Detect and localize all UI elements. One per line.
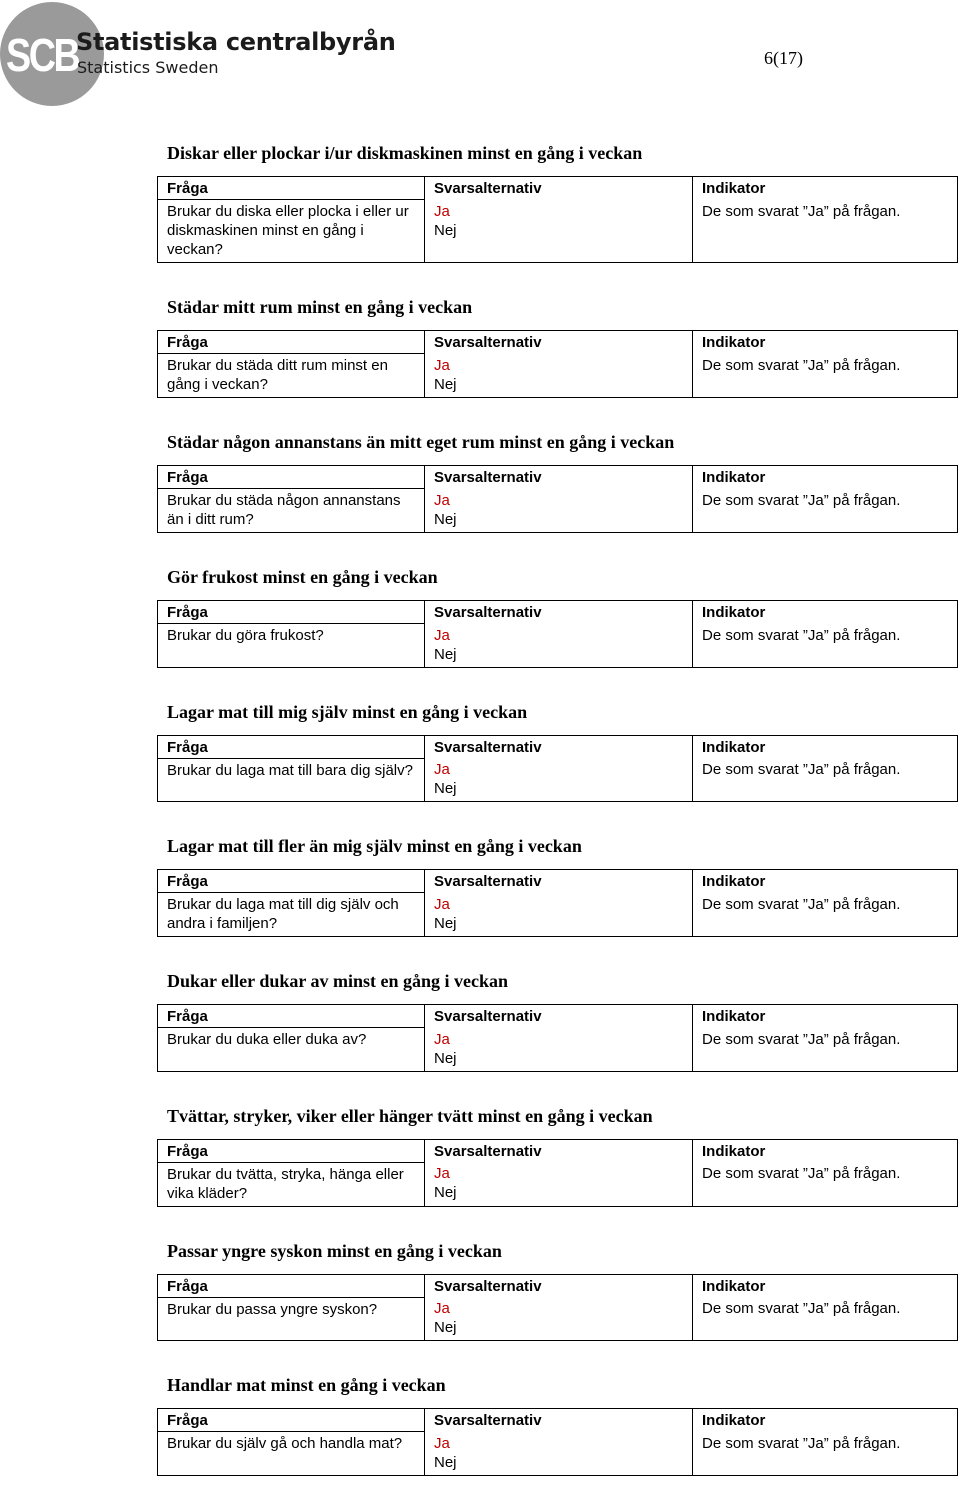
- question-table: [157, 1408, 958, 1476]
- section-title: Lagar mat till mig själv minst en gång i veckan: [167, 701, 528, 722]
- column-header-indicator: Indikator: [693, 870, 958, 893]
- column-header-question: Fråga: [158, 1139, 425, 1162]
- column-header-question: Fråga: [158, 177, 425, 200]
- question-text: Brukar du passa yngre syskon?: [158, 1297, 425, 1341]
- table-header-row: [158, 177, 958, 200]
- question-table: [157, 465, 958, 533]
- answer-options: [425, 624, 693, 668]
- option-no: Nej: [434, 375, 457, 393]
- option-yes: Ja: [434, 356, 450, 374]
- section-title: Gör frukost minst en gång i veckan: [167, 567, 438, 587]
- column-header-indicator: Indikator: [693, 177, 958, 200]
- scb-logo: [0, 2, 420, 106]
- section-title: Handlar mat minst en gång i veckan: [167, 1375, 446, 1395]
- section-title: Lagar mat till fler än mig själv minst en gång i veckan: [167, 836, 582, 856]
- option-yes: Ja: [434, 1030, 450, 1048]
- column-header-question: Fråga: [158, 331, 425, 354]
- answer-options: [425, 489, 693, 533]
- column-header-question: Fråga: [158, 735, 425, 758]
- section-title: Dukar eller dukar av minst en gång i veckan: [167, 971, 509, 991]
- answer-options: [425, 354, 693, 398]
- column-header-options: Svarsalternativ: [425, 177, 693, 200]
- answer-options: [425, 758, 693, 802]
- question-text: Brukar du diska eller plocka i eller ur diskmaskinen minst en gång i veckan?: [158, 200, 425, 263]
- answer-options: [425, 200, 693, 263]
- option-no: Nej: [434, 1319, 457, 1336]
- table-row: [158, 1432, 958, 1476]
- table-row: [158, 200, 958, 263]
- column-header-indicator: Indikator: [693, 1409, 958, 1432]
- option-no: Nej: [434, 221, 457, 239]
- option-yes: Ja: [434, 202, 450, 220]
- question-text: Brukar du tvätta, stryka, hänga eller vika kläder?: [158, 1162, 425, 1206]
- question-text: Brukar du göra frukost?: [158, 624, 425, 668]
- column-header-indicator: Indikator: [693, 735, 958, 758]
- indicator-text: De som svarat ”Ja” på frågan.: [693, 489, 958, 533]
- column-header-indicator: Indikator: [693, 1274, 958, 1297]
- indicator-text: De som svarat ”Ja” på frågan.: [693, 354, 958, 398]
- section-title: Diskar eller plockar i/ur diskmaskinen minst en gång i veckan: [167, 143, 643, 163]
- column-header-question: Fråga: [158, 1409, 425, 1432]
- option-no: Nej: [434, 1184, 457, 1201]
- option-yes: Ja: [434, 1300, 450, 1317]
- column-header-indicator: Indikator: [693, 466, 958, 489]
- question-text: Brukar du själv gå och handla mat?: [158, 1432, 425, 1476]
- question-text: Brukar du städa någon annanstans än i ditt rum?: [158, 489, 425, 533]
- question-text: Brukar du laga mat till dig själv och andra i familjen?: [158, 893, 425, 937]
- table-header-row: [158, 735, 958, 758]
- indicator-text: De som svarat ”Ja” på frågan.: [693, 200, 958, 263]
- option-yes: Ja: [434, 491, 450, 509]
- column-header-question: Fråga: [158, 1274, 425, 1297]
- column-header-options: Svarsalternativ: [425, 870, 693, 893]
- question-text: Brukar du städa ditt rum minst en gång i veckan?: [158, 354, 425, 398]
- section-title: Passar yngre syskon minst en gång i veckan: [167, 1240, 502, 1261]
- column-header-options: Svarsalternativ: [425, 331, 693, 354]
- indicator-text: De som svarat ”Ja” på frågan.: [693, 1162, 958, 1206]
- column-header-indicator: Indikator: [693, 331, 958, 354]
- option-no: Nej: [434, 1453, 457, 1471]
- option-yes: Ja: [434, 1434, 450, 1452]
- column-header-indicator: Indikator: [693, 1005, 958, 1028]
- page-number: 6(17): [764, 48, 803, 68]
- option-no: Nej: [434, 780, 457, 797]
- question-text: Brukar du duka eller duka av?: [158, 1028, 425, 1072]
- table-header-row: [158, 331, 958, 354]
- table-row: [158, 1297, 958, 1341]
- table-header-row: [158, 466, 958, 489]
- column-header-options: Svarsalternativ: [425, 1139, 693, 1162]
- answer-options: [425, 1432, 693, 1476]
- indicator-text: De som svarat ”Ja” på frågan.: [693, 758, 958, 802]
- answer-options: [425, 1297, 693, 1341]
- option-yes: Ja: [434, 1165, 450, 1182]
- answer-options: [425, 1162, 693, 1206]
- table-header-row: [158, 1139, 958, 1162]
- section-title: Tvättar, stryker, viker eller hänger tvätt minst en gång i veckan: [167, 1105, 653, 1126]
- question-table: [157, 1004, 958, 1072]
- document-body: [157, 140, 958, 1507]
- table-row: [158, 893, 958, 937]
- question-table: [157, 735, 958, 803]
- column-header-question: Fråga: [158, 466, 425, 489]
- indicator-text: De som svarat ”Ja” på frågan.: [693, 624, 958, 668]
- indicator-text: De som svarat ”Ja” på frågan.: [693, 1297, 958, 1341]
- question-table: [157, 869, 958, 937]
- column-header-indicator: Indikator: [693, 1139, 958, 1162]
- table-header-row: [158, 1409, 958, 1432]
- question-table: [157, 330, 958, 398]
- question-table: [157, 1139, 958, 1207]
- indicator-text: De som svarat ”Ja” på frågan.: [693, 893, 958, 937]
- table-header-row: [158, 601, 958, 624]
- section-title: Städar någon annanstans än mitt eget rum minst en gång i veckan: [167, 432, 675, 452]
- option-no: Nej: [434, 510, 457, 528]
- column-header-question: Fråga: [158, 870, 425, 893]
- indicator-text: De som svarat ”Ja” på frågan.: [693, 1432, 958, 1476]
- section-title: Städar mitt rum minst en gång i veckan: [167, 297, 473, 317]
- indicator-text: De som svarat ”Ja” på frågan.: [693, 1028, 958, 1072]
- table-row: [158, 624, 958, 668]
- question-table: [157, 600, 958, 668]
- column-header-options: Svarsalternativ: [425, 601, 693, 624]
- answer-options: [425, 893, 693, 937]
- column-header-options: Svarsalternativ: [425, 1005, 693, 1028]
- table-header-row: [158, 870, 958, 893]
- answer-options: [425, 1028, 693, 1072]
- column-header-options: Svarsalternativ: [425, 466, 693, 489]
- question-table: [157, 176, 958, 263]
- table-header-row: [158, 1005, 958, 1028]
- column-header-indicator: Indikator: [693, 601, 958, 624]
- column-header-options: Svarsalternativ: [425, 735, 693, 758]
- org-name: Statistiska centralbyrån: [76, 28, 396, 56]
- table-row: [158, 1028, 958, 1072]
- option-yes: Ja: [434, 895, 450, 913]
- question-text: Brukar du laga mat till bara dig själv?: [158, 758, 425, 802]
- table-header-row: [158, 1274, 958, 1297]
- column-header-question: Fråga: [158, 1005, 425, 1028]
- option-no: Nej: [434, 914, 457, 932]
- column-header-options: Svarsalternativ: [425, 1274, 693, 1297]
- question-table: [157, 1274, 958, 1342]
- table-row: [158, 354, 958, 398]
- column-header-options: Svarsalternativ: [425, 1409, 693, 1432]
- org-subtitle: Statistics Sweden: [77, 58, 219, 77]
- option-no: Nej: [434, 1049, 457, 1067]
- table-row: [158, 489, 958, 533]
- option-yes: Ja: [434, 626, 450, 644]
- table-row: [158, 758, 958, 802]
- table-row: [158, 1162, 958, 1206]
- option-no: Nej: [434, 645, 457, 663]
- column-header-question: Fråga: [158, 601, 425, 624]
- option-yes: Ja: [434, 761, 450, 778]
- scb-logo-letters: SCB: [6, 29, 79, 81]
